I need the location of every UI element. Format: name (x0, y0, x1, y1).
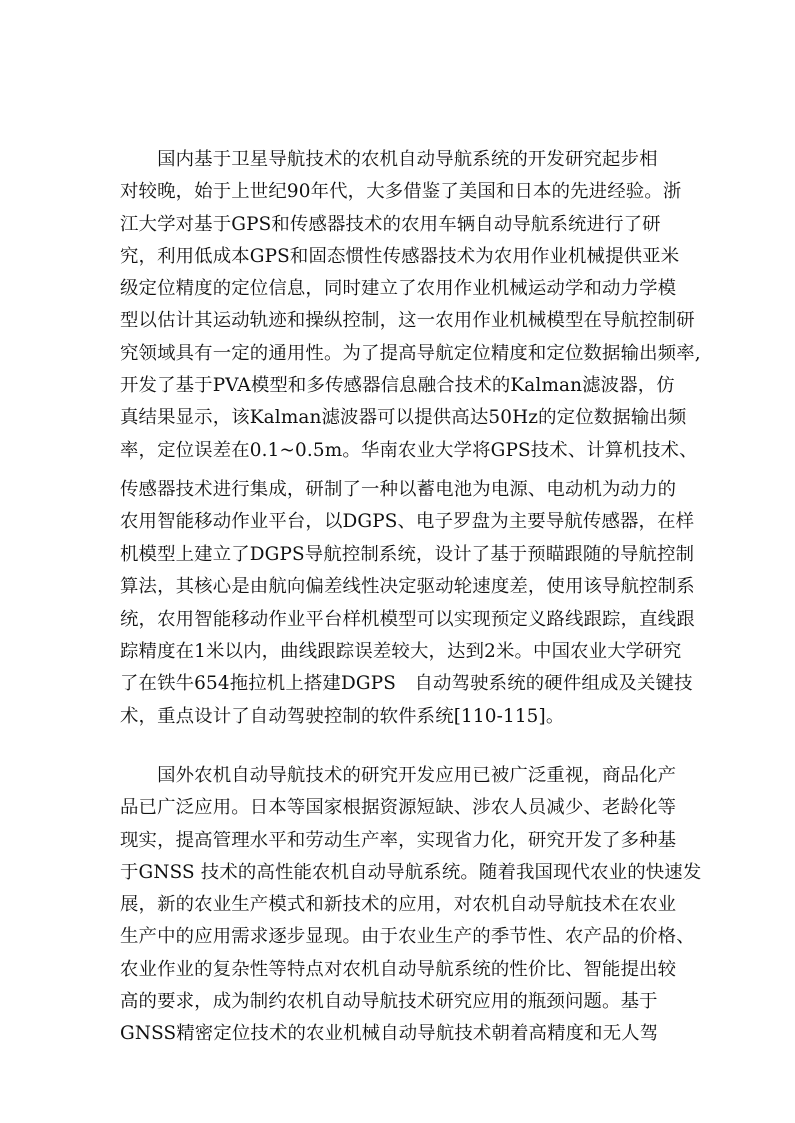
text-line: 品已广泛应用。日本等国家根据资源短缺、涉农人员减少、老龄化等 (120, 797, 677, 819)
text-line: 国外农机自动导航技术的研究开发应用已被广泛重视，商品化产 (120, 765, 677, 786)
paragraph-scau-cau-research (120, 474, 695, 733)
text-line: 究领域具有一定的通用性。为了提高导航定位精度和定位数据输出频率, (120, 342, 701, 364)
text-line: 踪精度在1米以内，曲线跟踪误差较大，达到2米。中国农业大学研究 (120, 640, 682, 662)
text-line: 了在铁牛654拖拉机上搭建DGPS 自动驾驶系统的硬件组成及关键技 (120, 673, 693, 695)
text-line: 机模型上建立了DGPS导航控制系统，设计了基于预瞄跟随的导航控制 (120, 543, 695, 565)
text-line: 于GNSS 技术的高性能农机自动导航系统。随着我国现代农业的快速发 (120, 861, 702, 883)
text-line: 统，农用智能移动作业平台样机模型可以实现预定义路线跟踪，直线跟 (120, 608, 695, 630)
text-line: 对较晚，始于上世纪90年代，大多借鉴了美国和日本的先进经验。浙 (120, 181, 682, 203)
text-line: 开发了基于PVA模型和多传感器信息融合技术的Kalman滤波器，仿 (120, 375, 675, 397)
paragraph-foreign-research (120, 760, 702, 1051)
text-line: 级定位精度的定位信息，同时建立了农用作业机械运动学和动力学模 (120, 278, 677, 300)
text-line: 高的要求，成为制约农机自动导航技术研究应用的瓶颈问题。基于 (120, 991, 658, 1013)
text-line: 农业作业的复杂性等特点对农机自动导航系统的性价比、智能提出较 (120, 958, 677, 980)
text-line: 生产中的应用需求逐步显现。由于农业生产的季节性、农产品的价格、 (120, 926, 695, 948)
text-line: 率，定位误差在0.1~0.5m。华南农业大学将GPS技术、计算机技术、 (120, 439, 698, 461)
text-line: GNSS精密定位技术的农业机械自动导航技术朝着高精度和无人驾 (120, 1023, 659, 1045)
text-line: 型以估计其运动轨迹和操纵控制，这一农用作业机械模型在导航控制研 (120, 310, 695, 332)
paragraph-domestic-research (120, 144, 701, 467)
text-line: 术，重点设计了自动驾驶控制的软件系统[110-115]。 (120, 705, 565, 727)
text-line: 真结果显示，该Kalman滤波器可以提供高达50Hz的定位数据输出频 (120, 407, 687, 429)
text-line: 农用智能移动作业平台，以DGPS、电子罗盘为主要导航传感器，在样 (120, 511, 695, 533)
text-line: 算法，其核心是由航向偏差线性决定驱动轮速度差，使用该导航控制系 (120, 576, 695, 598)
text-line: 现实，提高管理水平和劳动生产率，实现省力化，研究开发了多种基 (120, 829, 677, 851)
text-line: 究，利用低成本GPS和固态惯性传感器技术为农用作业机械提供亚米 (120, 245, 680, 267)
text-line: 传感器技术进行集成，研制了一种以蓄电池为电源、电动机为动力的 (120, 479, 677, 500)
text-line: 展，新的农业生产模式和新技术的应用，对农机自动导航技术在农业 (120, 894, 677, 916)
text-line: 江大学对基于GPS和传感器技术的农用车辆自动导航系统进行了研 (120, 213, 661, 235)
text-line: 国内基于卫星导航技术的农机自动导航系统的开发研究起步相 (120, 149, 658, 170)
